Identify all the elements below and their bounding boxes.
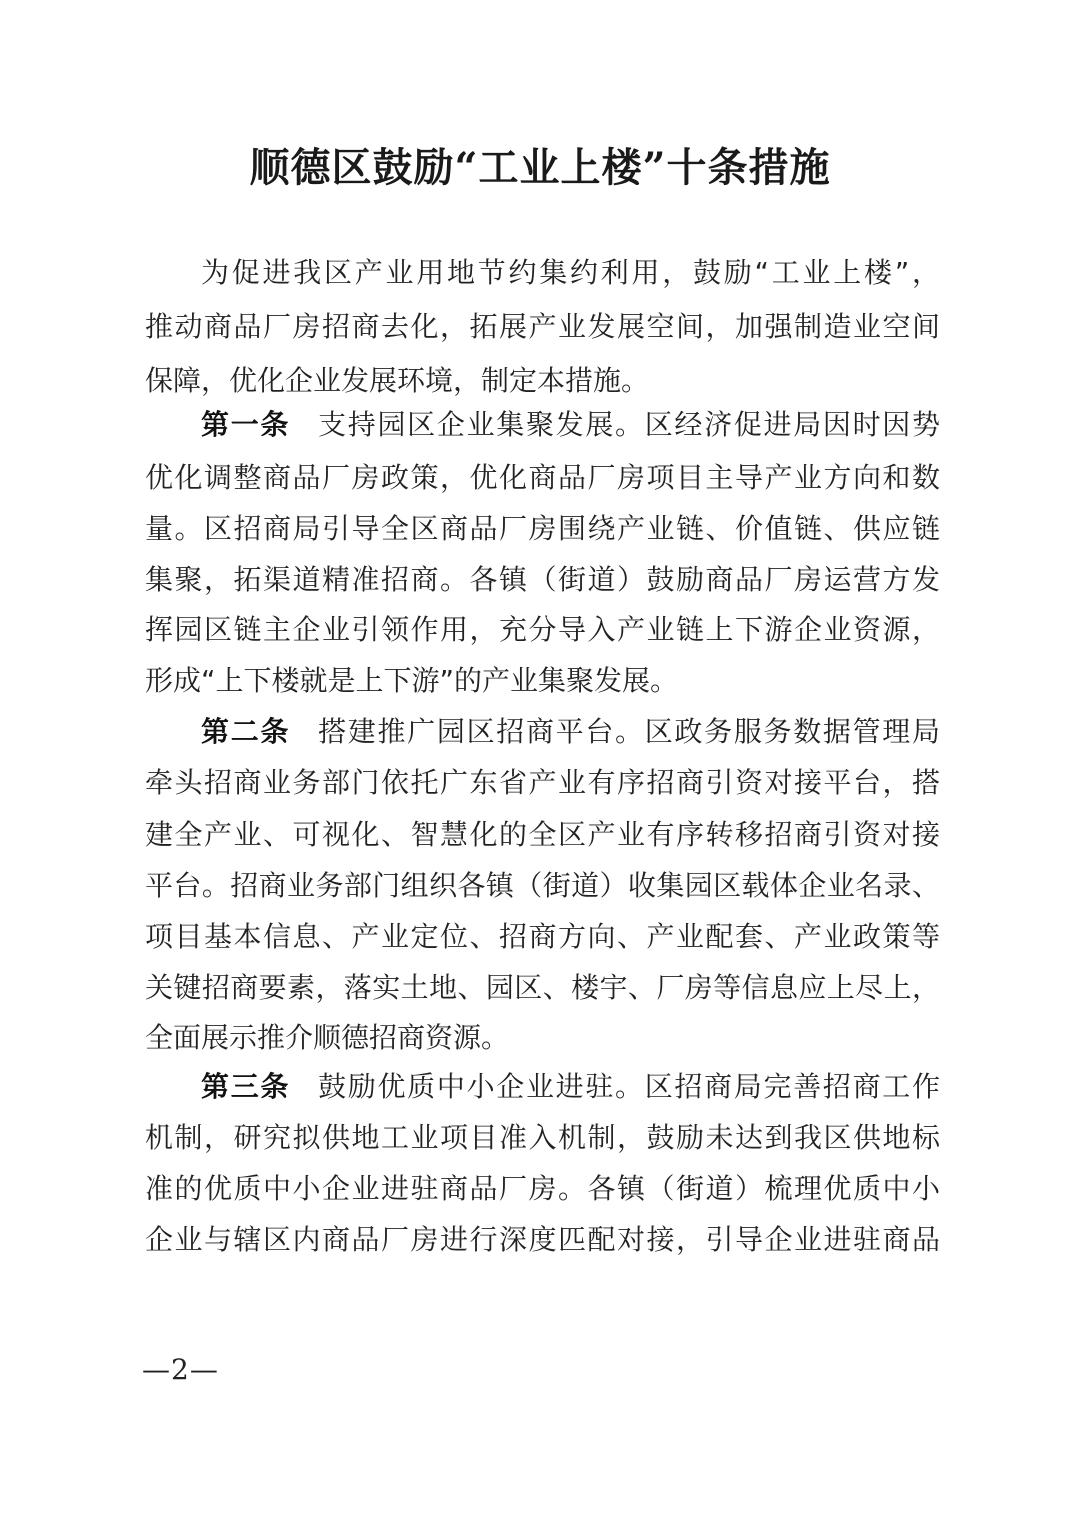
paragraph-line: 保障，优化企业发展环境，制定本措施。 — [145, 364, 650, 397]
paragraph-line: 机制，研究拟供地工业项目准入机制，鼓励未达到我区供地标 — [145, 1121, 940, 1154]
paragraph-line: 挥园区链主企业引领作用，充分导入产业链上下游企业资源， — [145, 613, 940, 646]
paragraph-line: 优化调整商品厂房政策，优化商品厂房项目主导产业方向和数 — [145, 461, 940, 494]
article-2-label: 第二条 — [201, 715, 291, 748]
paragraph-line: 准的优质中小企业进驻商品厂房。各镇（街道）梳理优质中小 — [145, 1172, 940, 1205]
paragraph-line: 企业与辖区内商品厂房进行深度匹配对接，引导企业进驻商品 — [145, 1223, 940, 1256]
paragraph-line: 形成“上下楼就是上下游”的产业集聚发展。 — [145, 664, 679, 697]
article-2-first-line — [201, 707, 940, 757]
article-3-first-line — [201, 1062, 940, 1112]
paragraph-line: 推动商品厂房招商去化，拓展产业发展空间，加强制造业空间 — [145, 310, 940, 343]
article-2-text: 搭建推广园区招商平台。区政务服务数据管理局 — [318, 715, 940, 748]
article-3-label: 第三条 — [201, 1070, 291, 1103]
article-1-first-line — [201, 400, 940, 450]
paragraph-line: 建全产业、可视化、智慧化的全区产业有序转移招商引资对接 — [145, 818, 940, 851]
document-title: 顺德区鼓励“工业上楼”十条措施 — [249, 144, 831, 191]
paragraph-line: 集聚，拓渠道精准招商。各镇（街道）鼓励商品厂房运营方发 — [145, 563, 940, 596]
paragraph-line: 为促进我区产业用地节约集约利用，鼓励“工业上楼”， — [201, 256, 940, 289]
paragraph-line: 平台。招商业务部门组织各镇（街道）收集园区载体企业名录、 — [145, 869, 940, 902]
paragraph-line: 量。区招商局引导全区商品厂房围绕产业链、价值链、供应链 — [145, 512, 940, 545]
paragraph-line: 关键招商要素，落实土地、园区、楼宇、厂房等信息应上尽上， — [145, 971, 940, 1004]
article-1-text: 支持园区企业集聚发展。区经济促进局因时因势 — [318, 408, 940, 441]
article-1-label: 第一条 — [201, 408, 291, 441]
paragraph-line: 全面展示推介顺德招商资源。 — [145, 1021, 510, 1054]
paragraph-line: 项目基本信息、产业定位、招商方向、产业配套、产业政策等 — [145, 920, 940, 953]
paragraph-line: 牵头招商业务部门依托广东省产业有序招商引资对接平台，搭 — [145, 766, 940, 799]
page-number: —2— — [142, 1353, 219, 1386]
article-3-text: 鼓励优质中小企业进驻。区招商局完善招商工作 — [318, 1070, 940, 1103]
